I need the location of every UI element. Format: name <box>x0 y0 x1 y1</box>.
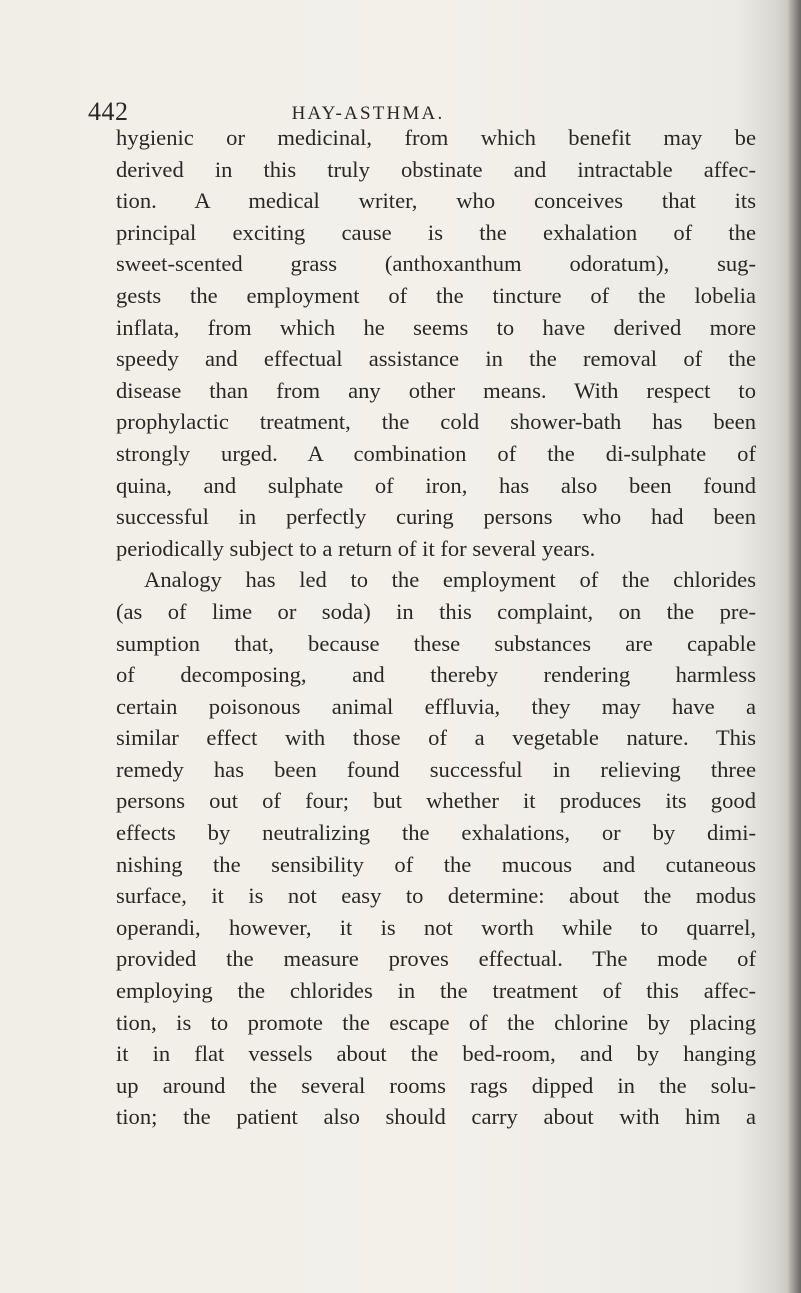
text-line: (as of lime or soda) in this complaint, on the pre- <box>116 598 756 624</box>
running-head: HAY-ASTHMA. <box>291 103 445 124</box>
text-line: sumption that, because these substances are capable <box>116 630 756 656</box>
binding-shadow <box>787 0 801 1293</box>
text-line: tion; the patient also should carry about with him a <box>116 1104 756 1130</box>
text-line: operandi, however, it is not worth while to quarrel, <box>116 914 756 940</box>
text-line: principal exciting cause is the exhalation of the <box>116 219 756 245</box>
text-line: nishing the sensibility of the mucous and cutaneous <box>116 851 756 877</box>
text-line: inflata, from which he seems to have derived more <box>116 314 756 340</box>
text-line: similar effect with those of a vegetable nature. This <box>116 725 756 751</box>
text-line: successful in perfectly curing persons who had been <box>116 504 756 530</box>
text-line: surface, it is not easy to determine: about the modus <box>116 883 756 909</box>
text-line: hygienic or medicinal, from which benefit may be <box>116 125 756 150</box>
text-line: provided the measure proves effectual. The mode of <box>116 946 756 972</box>
text-line: periodically subject to a return of it for several years. <box>116 535 596 561</box>
text-line: employing the chlorides in the treatment of this affec- <box>116 978 756 1004</box>
text-line: quina, and sulphate of iron, has also been found <box>116 472 756 498</box>
text-line: up around the several rooms rags dipped in the solu- <box>116 1072 756 1098</box>
text-line: certain poisonous animal effluvia, they may have a <box>116 693 756 719</box>
text-line: effects by neutralizing the exhalations, or by dimi- <box>116 820 756 846</box>
text-line: speedy and effectual assistance in the removal of the <box>116 346 756 372</box>
text-line: it in flat vessels about the bed-room, and by hanging <box>116 1041 756 1067</box>
text-line: sweet-scented grass (anthoxanthum odoratum), sug- <box>116 251 756 277</box>
text-line: prophylactic treatment, the cold shower-bath has been <box>116 409 756 435</box>
text-line: of decomposing, and thereby rendering harmless <box>116 662 756 688</box>
page-number: 442 <box>88 97 129 126</box>
text-line: Analogy has led to the employment of the chlorides <box>144 567 756 593</box>
text-line: disease than from any other means. With respect to <box>116 377 756 403</box>
text-line: tion. A medical writer, who conceives that its <box>116 188 756 214</box>
text-line: tion, is to promote the escape of the chlorine by placing <box>116 1009 756 1035</box>
text-line: strongly urged. A combination of the di-sulphate of <box>116 440 756 466</box>
text-line: remedy has been found successful in relieving three <box>116 756 756 782</box>
text-line: derived in this truly obstinate and intractable affec- <box>116 156 756 182</box>
body-text <box>116 122 756 1133</box>
text-line: gests the employment of the tincture of the lobelia <box>116 282 756 308</box>
text-line: persons out of four; but whether it produces its good <box>116 788 756 814</box>
